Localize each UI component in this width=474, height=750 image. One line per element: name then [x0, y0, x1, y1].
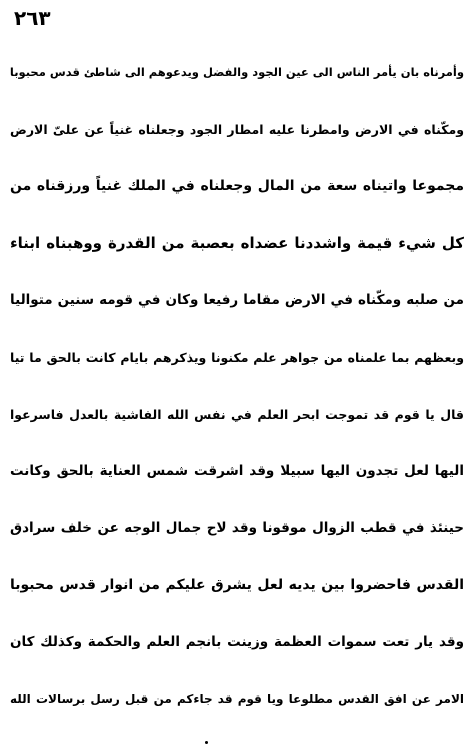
text-block — [10, 44, 464, 728]
text-line: ومكّناه في الارض وامطرنا عليه امطار الجود وجعلناه غنياً عن علىّ الارض — [10, 122, 464, 137]
text-line: كل شيء قيمة واشددنا عضداه بعصبة من القدرة ووهبناه ابناء — [10, 234, 464, 252]
text-line: مجموعا واتيناه سعة من المال وجعلناه في الملك غنياً ورزقناه من — [10, 178, 464, 194]
footer-dot — [205, 741, 208, 744]
text-line: حينئذ في قطب الزوال موقونا وقد لاح جمال الوجه عن خلف سرادق — [10, 520, 464, 536]
text-line: وبعظهم بما علمناه من جواهر علم مكنونا ويذكرهم بايام كانت بالحق ما تيا — [10, 350, 464, 365]
text-line: وقد يار تعت سموات العظمة وزينت بانجم العلم والحكمة وكذلك كان — [10, 634, 464, 650]
text-line: وأمرناه بان يأمر الناس الى عين الجود والفضل ويدعوهم الى شاطئ قدس محبوبا — [10, 65, 464, 79]
text-line: من صلبه ومكّناه في الارض مقاما رفيعا وكان في قومه سنين متواليا — [10, 292, 464, 308]
text-line: اليها لعل تجدون اليها سبيلا وقد اشرقت شمس العناية بالحق وكانت — [10, 463, 464, 479]
text-line: القدس فاحضروا بين يديه لعل يشرق عليكم من انوار قدس محبوبا — [10, 577, 464, 593]
text-line: الامر عن افق القدس مطلوعا ويا قوم قد جاءكم من قبل رسل برسالات الله — [10, 692, 464, 706]
text-line: قال يا قوم قد تموجت ابحر العلم في نفس الله الفاشية بالعدل فاسرعوا — [10, 407, 464, 422]
page-number: ٢٦٣ — [14, 6, 51, 30]
